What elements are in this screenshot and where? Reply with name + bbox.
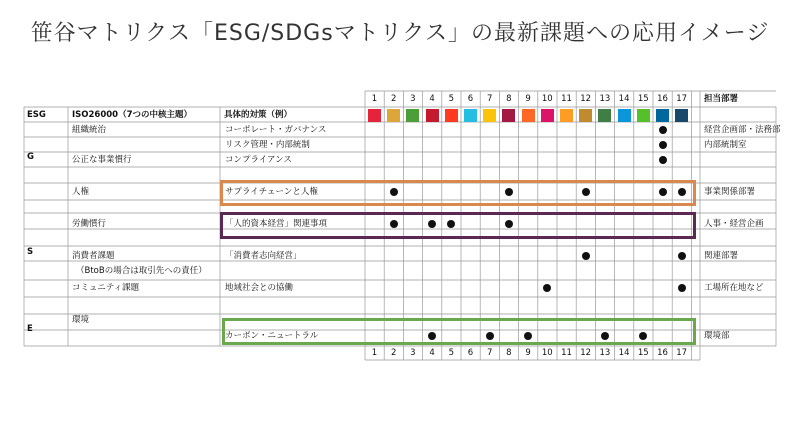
row-iso-topic: 組織統治 bbox=[72, 125, 107, 135]
highlight-box-carbon-neutral bbox=[222, 318, 696, 345]
header-iso: ISO26000（7つの中核主題） bbox=[72, 110, 192, 120]
sdg-number-bottom: 8 bbox=[506, 348, 512, 358]
row-iso-topic: 環境 bbox=[72, 315, 90, 325]
sdg-number-bottom: 7 bbox=[486, 348, 493, 358]
sdg-number-top: 2 bbox=[390, 94, 397, 104]
sdg-goal-icon bbox=[637, 109, 650, 122]
sdg-number-bottom: 4 bbox=[429, 348, 435, 358]
sdg-goal-icon bbox=[598, 109, 611, 122]
sdg-mark-dot bbox=[678, 252, 686, 260]
row-measure: コンプライアンス bbox=[225, 155, 292, 165]
sdg-number-bottom: 6 bbox=[467, 348, 474, 358]
row-department: 環境部 bbox=[704, 331, 730, 341]
sdg-goal-icon bbox=[656, 109, 669, 122]
sdg-goal-icon bbox=[464, 109, 477, 122]
group-label-s: S bbox=[27, 247, 34, 257]
row-department: 関連部署 bbox=[704, 251, 739, 261]
row-measure: コーポレート・ガバナンス bbox=[225, 125, 327, 135]
sdg-number-top: 12 bbox=[580, 94, 592, 104]
sdg-number-bottom: 5 bbox=[448, 348, 454, 358]
sdg-number-bottom: 2 bbox=[390, 348, 397, 358]
sdg-goal-icon bbox=[579, 109, 592, 122]
sdg-number-top: 11 bbox=[561, 94, 572, 104]
row-department: 工場所在地など bbox=[704, 283, 764, 293]
group-label-g: G bbox=[27, 152, 34, 162]
sdg-goal-icon bbox=[560, 109, 573, 122]
sdg-number-top: 15 bbox=[637, 94, 649, 104]
sdg-number-top: 14 bbox=[618, 94, 630, 104]
row-department: 事業関係部署 bbox=[704, 187, 756, 197]
row-measure: 地域社会との協働 bbox=[225, 283, 294, 293]
sdg-number-top: 9 bbox=[525, 94, 531, 104]
sdg-mark-dot bbox=[582, 252, 590, 260]
sdg-number-bottom: 12 bbox=[580, 348, 592, 358]
header-measure: 具体的対策（例） bbox=[224, 110, 293, 120]
row-department: 人事・経営企画 bbox=[704, 219, 764, 229]
row-iso-topic: （BtoBの場合は取引先への責任） bbox=[76, 266, 207, 276]
page-title: 笹谷マトリクス「ESG/SDGsマトリクス」の最新課題への応用イメージ bbox=[30, 21, 770, 46]
sdg-goal-icon bbox=[618, 109, 631, 122]
sdg-goal-icon bbox=[541, 109, 554, 122]
row-measure: サプライチェーンと人権 bbox=[225, 187, 318, 197]
sdg-goal-icon bbox=[445, 109, 458, 122]
row-iso-topic: 公正な事業慣行 bbox=[72, 155, 132, 165]
sdg-goal-icon bbox=[368, 109, 381, 122]
row-iso-topic: 消費者課題 bbox=[72, 251, 115, 261]
row-measure: カーボン・ニュートラル bbox=[225, 331, 319, 341]
sdg-mark-dot bbox=[678, 284, 686, 292]
highlight-box-human-capital bbox=[220, 212, 696, 239]
sdg-number-bottom: 11 bbox=[561, 348, 572, 358]
row-measure: 「消費者志向経営」 bbox=[225, 251, 302, 261]
header-dept: 担当部署 bbox=[704, 94, 739, 104]
sdg-number-top: 16 bbox=[657, 94, 668, 104]
sdg-mark-dot bbox=[659, 126, 667, 134]
sdg-number-top: 13 bbox=[599, 94, 611, 104]
row-iso-topic: コミュニティ課題 bbox=[72, 283, 140, 293]
sdg-goal-icon bbox=[387, 109, 400, 122]
sdg-number-top: 6 bbox=[467, 94, 474, 104]
sdg-number-bottom: 14 bbox=[618, 348, 630, 358]
row-measure: リスク管理・内部統制 bbox=[225, 140, 310, 150]
sdg-number-bottom: 13 bbox=[599, 348, 611, 358]
highlight-box-human-rights bbox=[220, 180, 696, 206]
row-measure: 「人的資本経営」関連事項 bbox=[225, 219, 328, 229]
sdg-number-bottom: 16 bbox=[657, 348, 668, 358]
sdg-number-top: 7 bbox=[486, 94, 493, 104]
sdg-number-top: 17 bbox=[676, 94, 688, 104]
sdg-goal-icon bbox=[502, 109, 515, 122]
sdg-number-bottom: 9 bbox=[525, 348, 531, 358]
sdg-number-bottom: 10 bbox=[541, 348, 553, 358]
group-label-e: E bbox=[27, 324, 33, 334]
sdg-goal-icon bbox=[426, 109, 439, 122]
sdg-goal-icon bbox=[406, 109, 419, 122]
sdg-number-top: 1 bbox=[371, 94, 378, 104]
row-department: 経営企画部・法務部 bbox=[704, 125, 781, 135]
row-department: 内部統制室 bbox=[704, 140, 747, 150]
sdg-goal-icon bbox=[675, 109, 688, 122]
sdg-number-top: 5 bbox=[448, 94, 454, 104]
sdg-number-bottom: 3 bbox=[410, 348, 416, 358]
row-iso-topic: 人権 bbox=[72, 187, 90, 197]
sdg-mark-dot bbox=[659, 141, 667, 149]
sdg-goal-icon bbox=[483, 109, 496, 122]
sdg-goal-icon bbox=[522, 109, 535, 122]
sdg-number-top: 8 bbox=[506, 94, 512, 104]
sdg-number-bottom: 15 bbox=[637, 348, 649, 358]
sdg-number-bottom: 17 bbox=[676, 348, 688, 358]
sdg-number-top: 4 bbox=[429, 94, 435, 104]
sdg-number-top: 10 bbox=[541, 94, 553, 104]
sdg-mark-dot bbox=[659, 156, 667, 164]
sdg-number-top: 3 bbox=[410, 94, 416, 104]
row-iso-topic: 労働慣行 bbox=[72, 219, 107, 229]
sdg-number-bottom: 1 bbox=[371, 348, 378, 358]
header-esg: ESG bbox=[27, 110, 46, 120]
